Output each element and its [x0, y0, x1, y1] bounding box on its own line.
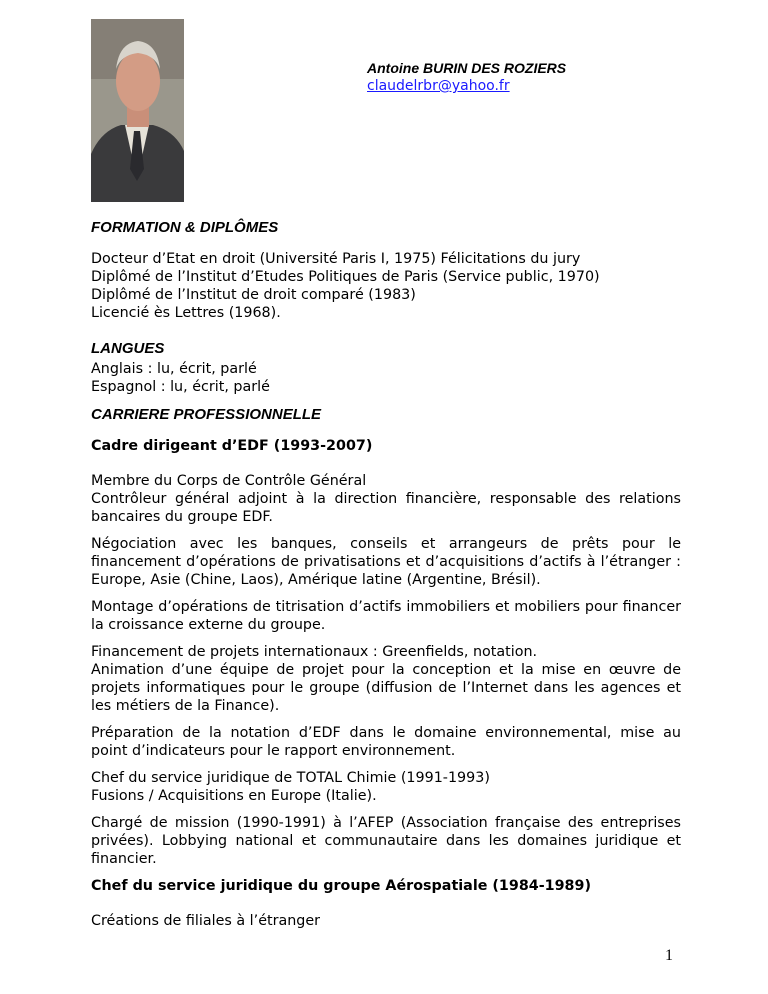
formation-line: Diplômé de l’Institut d’Etudes Politiques de Paris (Service public, 1970): [91, 269, 600, 285]
paragraph-line: Animation d’une équipe de projet pour la conception et la mise en œuvre de: [91, 662, 681, 678]
paragraph-line: Contrôleur général adjoint à la direction financière, responsable des relations: [91, 491, 681, 507]
section-title-formation: FORMATION & DIPLÔMES: [91, 219, 279, 236]
langue-line: Anglais : lu, écrit, parlé: [91, 361, 257, 377]
paragraph-line: les métiers de la Finance).: [91, 698, 280, 714]
paragraph-line: Créations de filiales à l’étranger: [91, 913, 321, 929]
paragraph-line: Chargé de mission (1990-1991) à l’AFEP (Association française des entreprises: [91, 815, 681, 831]
edf-heading: Cadre dirigeant d’EDF (1993-2007): [91, 438, 373, 454]
paragraph-line: point d’indicateurs pour le rapport environnement.: [91, 743, 456, 759]
paragraph-line: bancaires du groupe EDF.: [91, 509, 273, 525]
paragraph-line: Membre du Corps de Contrôle Général: [91, 473, 367, 489]
section-title-langues: LANGUES: [91, 340, 165, 357]
section-title-carriere: CARRIERE PROFESSIONNELLE: [91, 406, 322, 423]
formation-line: Docteur d’Etat en droit (Université Paris I, 1975) Félicitations du jury: [91, 251, 581, 267]
formation-line: Diplômé de l’Institut de droit comparé (1983): [91, 287, 416, 303]
page-number: 1: [665, 947, 673, 964]
email-link[interactable]: claudelrbr@yahoo.fr: [367, 78, 510, 94]
paragraph-line: Négociation avec les banques, conseils et arrangeurs de prêts pour le: [91, 536, 681, 552]
paragraph-line: Europe, Asie (Chine, Laos), Amérique latine (Argentine, Brésil).: [91, 572, 541, 588]
paragraph-line: Fusions / Acquisitions en Europe (Italie).: [91, 788, 377, 804]
paragraph-line: Montage d’opérations de titrisation d’actifs immobiliers et mobiliers pour financer: [91, 599, 681, 615]
langue-line: Espagnol : lu, écrit, parlé: [91, 379, 270, 395]
paragraph-line: financement d’opérations de privatisations et d’acquisitions d’actifs à l’étranger :: [91, 554, 681, 570]
paragraph-line: Préparation de la notation d’EDF dans le domaine environnemental, mise au: [91, 725, 681, 741]
formation-line: Licencié ès Lettres (1968).: [91, 305, 281, 321]
paragraph-line: la croissance externe du groupe.: [91, 617, 326, 633]
paragraph-line: projets informatiques pour le groupe (diffusion de l’Internet dans les agences et: [91, 680, 681, 696]
paragraph-line: financier.: [91, 851, 157, 867]
paragraph-line: Financement de projets internationaux : Greenfields, notation.: [91, 644, 538, 660]
aerospatiale-heading: Chef du service juridique du groupe Aérospatiale (1984-1989): [91, 878, 591, 894]
candidate-name: Antoine BURIN DES ROZIERS: [367, 60, 567, 76]
paragraph-line: privées). Lobbying national et communautaire dans les domaines juridique et: [91, 833, 681, 849]
portrait-photo: [91, 19, 184, 202]
paragraph-line: Chef du service juridique de TOTAL Chimie (1991-1993): [91, 770, 490, 786]
